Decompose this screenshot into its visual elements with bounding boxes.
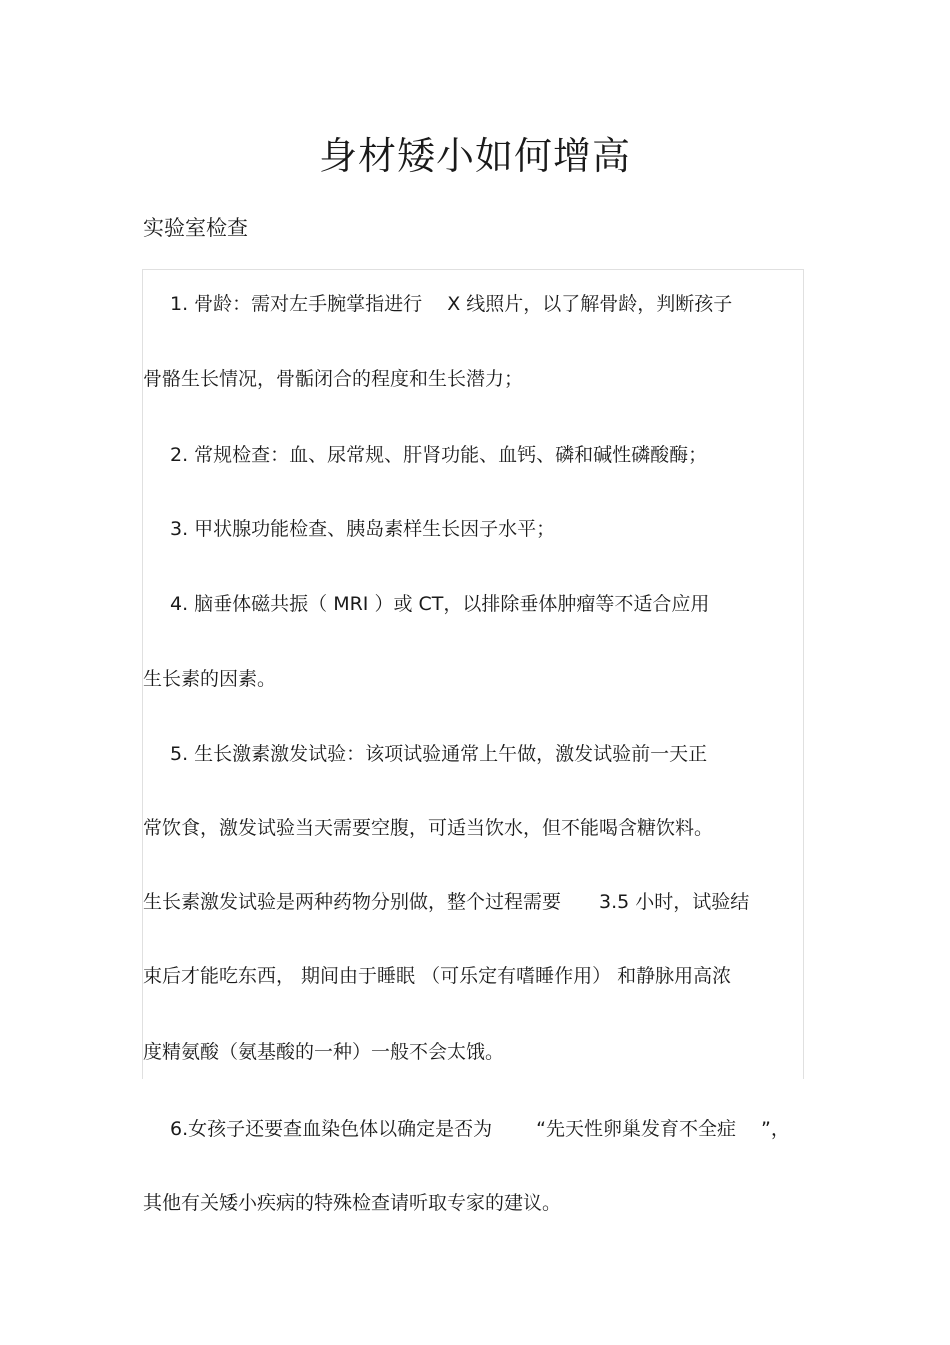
section-heading: 实验室检查: [143, 216, 248, 240]
text-line: 骨骼生长情况，骨骺闭合的程度和生长潜力；: [143, 368, 524, 390]
text-line: 其他有关矮小疾病的特殊检查请听取专家的建议。: [143, 1192, 562, 1214]
text-line: 5. 生长激素激发试验：该项试验通常上午做，激发试验前一天正: [170, 743, 708, 765]
text-line: 常饮食，激发试验当天需要空腹，可适当饮水，但不能喝含糖饮料。: [143, 817, 714, 839]
text-line: 4. 脑垂体磁共振（ MRI ）或 CT，以排除垂体肿瘤等不适合应用: [170, 593, 710, 615]
text-line: 束后才能吃东西， 期间由于睡眠 （可乐定有嗜睡作用） 和静脉用高浓: [143, 965, 732, 987]
text-line: 3. 甲状腺功能检查、胰岛素样生长因子水平；: [170, 518, 556, 540]
text-line: 生长素激发试验是两种药物分别做，整个过程需要 3.5 小时，试验结: [143, 891, 750, 913]
text-line: 度精氨酸（氨基酸的一种）一般不会太饿。: [143, 1041, 505, 1063]
text-line: 生长素的因素。: [143, 668, 277, 690]
text-line: 6.女孩子还要查血染色体以确定是否为 “先天性卵巢发育不全症 ”，: [170, 1118, 790, 1140]
text-line: 2. 常规检查：血、尿常规、肝肾功能、血钙、磷和碱性磷酸酶；: [170, 444, 708, 466]
text-line: 1. 骨龄：需对左手腕掌指进行 X 线照片，以了解骨龄，判断孩子: [170, 293, 733, 315]
page-title: 身材矮小如何增高: [318, 134, 631, 178]
